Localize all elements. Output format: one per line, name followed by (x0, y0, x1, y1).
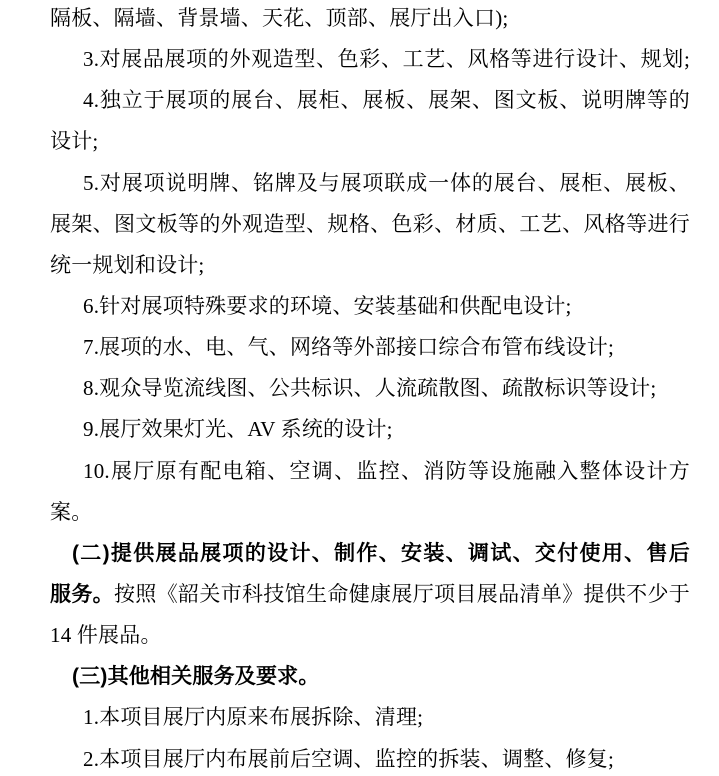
bold-text-segment: (二)提供展品展项的设计、制作、安装、调试、交付使用、售后 (72, 541, 690, 565)
body-text-segment: 5.对展项说明牌、铭牌及与展项联成一体的展台、展柜、展板、 (83, 170, 690, 195)
body-text-segment: 14 件展品。 (50, 623, 162, 648)
body-text-segment: 2.本项目展厅内布展前后空调、监控的拆装、调整、修复; (83, 746, 614, 771)
text-line (50, 533, 690, 574)
body-text-segment: 展架、图文板等的外观造型、规格、色彩、材质、工艺、风格等进行 (50, 211, 690, 236)
bold-text-segment: (三)其他相关服务及要求。 (72, 665, 320, 689)
bold-text-segment: 服务。 (50, 582, 115, 606)
text-line (50, 492, 690, 533)
text-line (50, 615, 690, 656)
text-line (50, 451, 690, 492)
body-text-segment: 按照《韶关市科技馆生命健康展厅项目展品清单》提供不少于 (114, 581, 690, 606)
body-text-segment: 7.展项的水、电、气、网络等外部接口综合布管布线设计; (83, 335, 614, 360)
body-text-segment: 设计; (50, 129, 99, 154)
text-line (50, 245, 690, 286)
text-line (50, 80, 690, 121)
text-line (50, 39, 690, 80)
text-line (50, 574, 690, 615)
body-text-segment: 8.观众导览流线图、公共标识、人流疏散图、疏散标识等设计; (83, 376, 657, 401)
text-line (50, 409, 690, 450)
text-line (50, 368, 690, 409)
body-text-segment: 隔板、隔墙、背景墙、天花、顶部、展厅出入口); (50, 6, 509, 30)
text-line (50, 204, 690, 245)
text-line (50, 163, 690, 204)
body-text-segment: 10.展厅原有配电箱、空调、监控、消防等设施融入整体设计方 (83, 458, 690, 483)
body-text-segment: 统一规划和设计; (50, 252, 205, 277)
body-text-segment: 1.本项目展厅内原来布展拆除、清理; (83, 705, 424, 730)
text-line (50, 697, 690, 738)
text-line (50, 656, 690, 697)
text-line (50, 0, 690, 39)
body-text-segment: 6.针对展项特殊要求的环境、安装基础和供配电设计; (83, 293, 572, 318)
text-line (50, 739, 690, 776)
body-text-segment: 3.对展品展项的外观造型、色彩、工艺、风格等进行设计、规划; (83, 47, 690, 72)
text-line (50, 327, 690, 368)
body-text-segment: 9.展厅效果灯光、AV 系统的设计; (83, 417, 393, 442)
text-line (50, 286, 690, 327)
body-text-segment: 案。 (50, 499, 93, 524)
document-body (50, 0, 690, 776)
text-line (50, 121, 690, 162)
body-text-segment: 4.独立于展项的展台、展柜、展板、展架、图文板、说明牌等的 (83, 88, 690, 113)
